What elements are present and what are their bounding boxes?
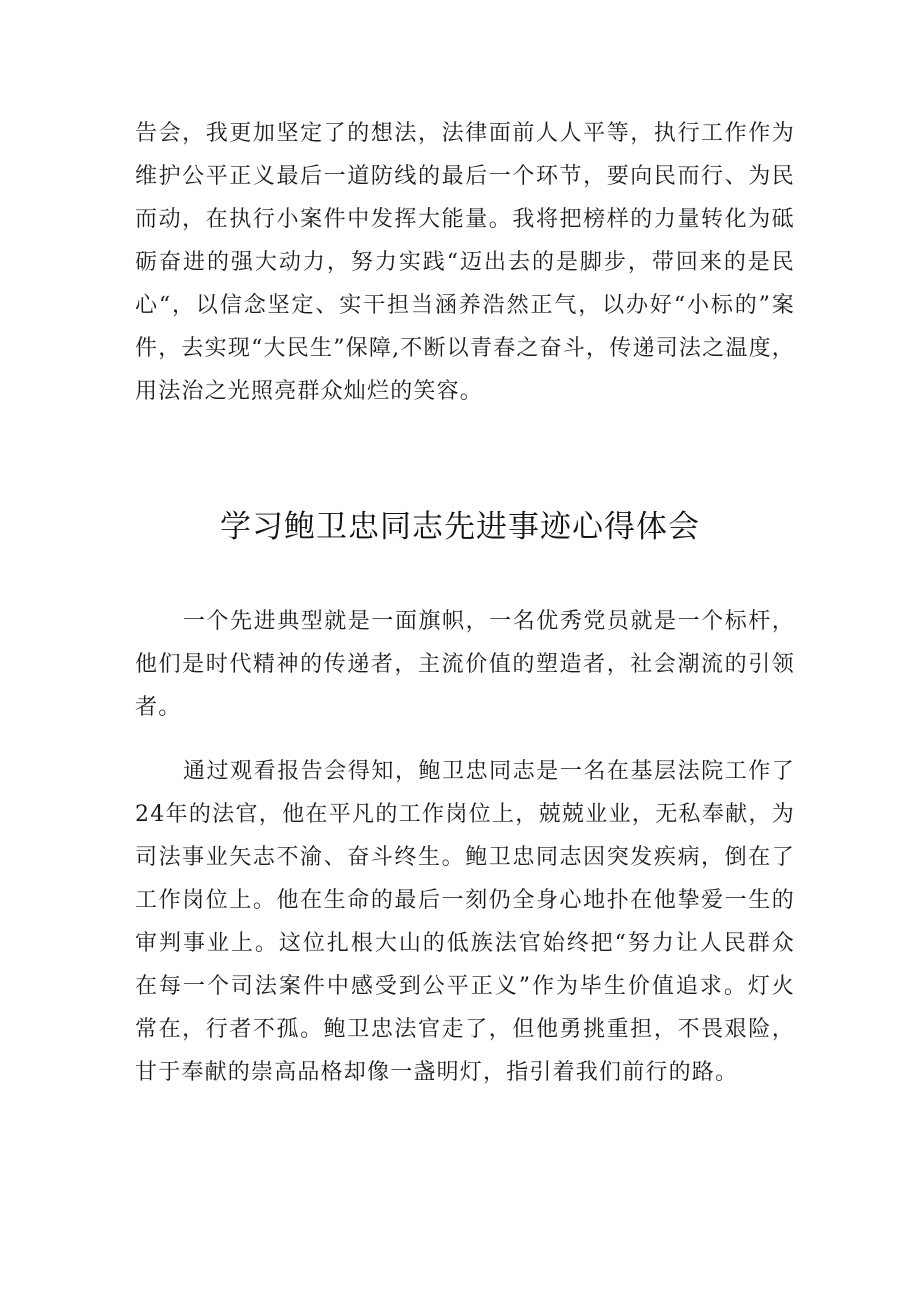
article-title: 学习鲍卫忠同志先进事迹心得体会: [220, 509, 700, 545]
continuation-paragraph: 告会，我更加坚定了的想法，法律面前人人平等，执行工作作为维护公平正义最后一道防线的最后一个环节，要向民而行、为民而动，在执行小案件中发挥大能量。我将把榜样的力量转化为砥砺奋进的强大动力，努力实践“迈出去的是脚步，带回来的是民心“，以信念坚定、实干担当涵养浩然正气，以办好“小标的”案件，去实现“大民生”保障,不断以青春之奋斗，传递司法之温度，用法治之光照亮群众灿烂的笑容。: [135, 121, 795, 404]
body-paragraph-2: 通过观看报告会得知，鲍卫忠同志是一名在基层法院工作了24年的法官，他在平凡的工作岗位上，兢兢业业，无私奉献，为司法事业矢志不渝、奋斗终生。鲍卫忠同志因突发疾病，倒在了工作岗位上。他在生命的最后一刻仍全身心地扑在他挚爱一生的审判事业上。这位扎根大山的低族法官始终把“努力让人民群众在每一个司法案件中感受到公平正义”作为毕生价值追求。灯火常在，行者不孤。鲍卫忠法官走了，但他勇挑重担，不畏艰险，甘于奉献的崇高品格却像一盏明灯，指引着我们前行的路。: [135, 759, 795, 1085]
body-paragraph-1: 一个先进典型就是一面旗帜，一名优秀党员就是一个标杆，他们是时代精神的传递者，主流价值的塑造者，社会潮流的引领者。: [135, 609, 795, 720]
